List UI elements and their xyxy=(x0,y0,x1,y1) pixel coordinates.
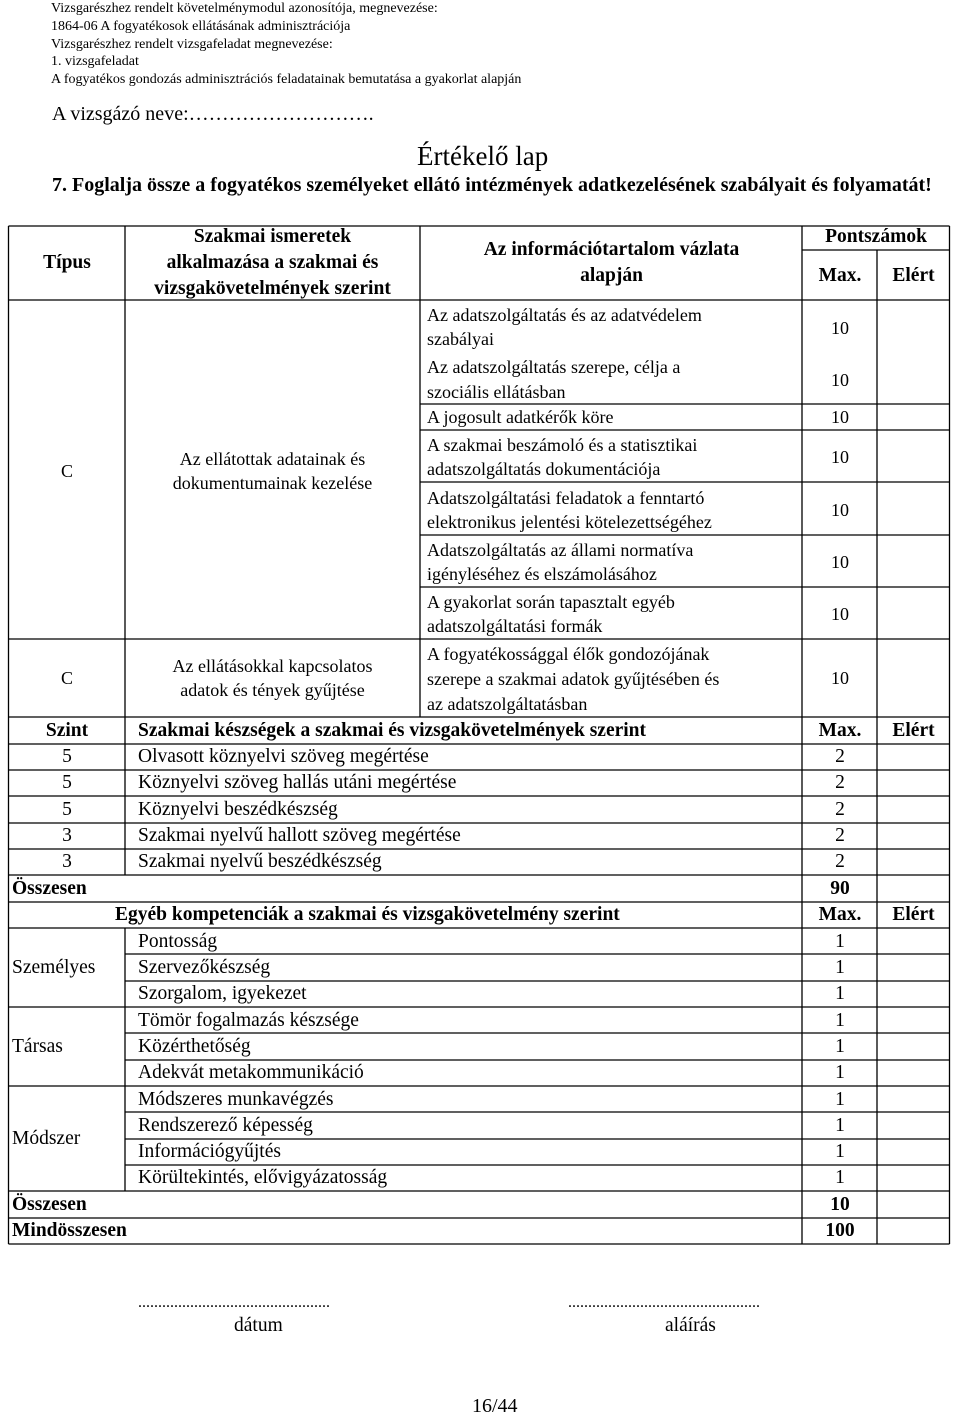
outline-item-line: az adatszolgáltatásban xyxy=(427,694,588,714)
skill-name: Köznyelvi beszédkészség xyxy=(138,799,338,820)
type-column-header: Típus xyxy=(43,252,91,273)
competence-item: Közérthetőség xyxy=(138,1036,251,1057)
max-points: 10 xyxy=(831,370,849,390)
header-line: 1864-06 A fogyatékosok ellátásának adminisztrációja xyxy=(51,18,351,34)
outline-item-line: A jogosult adatkérők köre xyxy=(427,407,614,427)
max-points: 10 xyxy=(831,318,849,338)
date-label: dátum xyxy=(234,1315,283,1336)
grand-total-label: Mindösszesen xyxy=(12,1220,127,1241)
max-points: 10 xyxy=(831,552,849,572)
competence-item: Rendszerező képesség xyxy=(138,1115,313,1136)
skill-level: 5 xyxy=(62,746,72,767)
max-points: 2 xyxy=(835,851,845,872)
achieved-column-header: Elért xyxy=(892,720,935,741)
skill-name: Olvasott köznyelvi szöveg megértése xyxy=(138,746,429,767)
max-points: 1 xyxy=(835,1167,845,1188)
max-points: 1 xyxy=(835,983,845,1004)
competence-item: Tömör fogalmazás készsége xyxy=(138,1010,359,1031)
competence-header-line: Szakmai ismeretek xyxy=(193,226,352,247)
max-points: 1 xyxy=(835,1141,845,1162)
skills-total-value: 90 xyxy=(830,878,850,899)
group-competence-line: dokumentumainak kezelése xyxy=(172,473,373,493)
outline-item-line: Adatszolgáltatás az állami normatíva xyxy=(427,540,694,560)
max-points: 1 xyxy=(835,1115,845,1136)
outline-header-line: alapján xyxy=(580,265,643,286)
max-points: 1 xyxy=(835,957,845,978)
signature-label: aláírás xyxy=(665,1315,716,1336)
outline-item-line: A szakmai beszámoló és a statisztikai xyxy=(427,435,698,455)
outline-item-line: szociális ellátásban xyxy=(427,382,566,402)
max-points: 2 xyxy=(835,825,845,846)
header-line: 1. vizsgafeladat xyxy=(51,54,139,70)
outline-item-line: adatszolgáltatás dokumentációja xyxy=(427,459,661,479)
max-points: 1 xyxy=(835,1036,845,1057)
outline-item-line: Az adatszolgáltatás és az adatvédelem xyxy=(427,305,702,325)
group-type: C xyxy=(60,668,73,688)
achieved-column-header: Elért xyxy=(892,265,935,286)
max-column-header: Max. xyxy=(818,720,862,741)
max-points: 2 xyxy=(835,746,845,767)
outline-item-line: A fogyatékossággal élők gondozójának xyxy=(427,644,710,664)
signature-line: ................................................ xyxy=(568,1294,760,1311)
header-line: Vizsgarészhez rendelt követelménymodul azonosítója, megnevezése: xyxy=(51,1,438,16)
achieved-column-header: Elért xyxy=(892,904,935,925)
max-points: 2 xyxy=(835,772,845,793)
grand-total-value: 100 xyxy=(825,1220,855,1241)
max-points: 2 xyxy=(835,799,845,820)
points-header: Pontszámok xyxy=(825,226,927,247)
competence-header-line: alkalmazása a szakmai és xyxy=(166,252,379,273)
competence-item: Információgyűjtés xyxy=(138,1141,281,1162)
outline-item-line: szerepe a szakmai adatok gyűjtésében és xyxy=(427,669,720,689)
skill-name: Szakmai nyelvű beszédkészség xyxy=(138,851,382,872)
group-competence-line: Az ellátottak adatainak és xyxy=(179,449,366,469)
outline-header-line: Az információtartalom vázlata xyxy=(483,239,740,260)
skills-section-title: Szakmai készségek a szakmai és vizsgakövetelmények szerint xyxy=(138,720,647,741)
page-title: Értékelő lap xyxy=(417,141,549,171)
page-number: 16/44 xyxy=(472,1395,518,1417)
other-total-value: 10 xyxy=(830,1194,850,1215)
skill-name: Szakmai nyelvű hallott szöveg megértése xyxy=(138,825,461,846)
competence-item: Körültekintés, elővigyázatosság xyxy=(138,1167,388,1188)
max-points: 10 xyxy=(831,447,849,467)
group-competence-line: Az ellátásokkal kapcsolatos xyxy=(172,656,373,676)
outline-item-line: Adatszolgáltatási feladatok a fenntartó xyxy=(427,488,705,508)
competence-item: Pontosság xyxy=(138,931,218,952)
outline-item-line: Az adatszolgáltatás szerepe, célja a xyxy=(427,357,681,377)
other-section-title: Egyéb kompetenciák a szakmai és vizsgakövetelmény szerint xyxy=(115,904,620,925)
max-points: 1 xyxy=(835,1062,845,1083)
competence-group-label: Személyes xyxy=(12,957,96,978)
competence-group-label: Társas xyxy=(12,1036,63,1057)
skill-level: 3 xyxy=(62,825,72,846)
skill-level: 3 xyxy=(62,851,72,872)
competence-item: Szorgalom, igyekezet xyxy=(138,983,307,1004)
max-points: 1 xyxy=(835,1010,845,1031)
max-points: 10 xyxy=(831,668,849,688)
task-statement: 7. Foglalja össze a fogyatékos személyeket ellátó intézmények adatkezelésének szabályait és folyamatát! xyxy=(52,174,932,196)
competence-item: Szervezőkészség xyxy=(138,957,271,978)
skills-total-label: Összesen xyxy=(12,878,87,899)
level-column-header: Szint xyxy=(45,720,89,741)
group-type: C xyxy=(60,461,73,481)
outline-item-line: adatszolgáltatási formák xyxy=(427,616,603,636)
max-column-header: Max. xyxy=(818,265,862,286)
examinee-name-field: A vizsgázó neve:………………………. xyxy=(52,103,374,125)
max-points: 10 xyxy=(831,604,849,624)
outline-item-line: igényléséhez és elszámolásához xyxy=(427,564,657,584)
max-column-header: Max. xyxy=(818,904,862,925)
skill-level: 5 xyxy=(62,772,72,793)
date-signature-line: ................................................ xyxy=(138,1294,330,1311)
max-points: 10 xyxy=(831,500,849,520)
competence-group-label: Módszer xyxy=(12,1128,81,1149)
competence-item: Módszeres munkavégzés xyxy=(138,1089,334,1110)
competence-item: Adekvát metakommunikáció xyxy=(138,1062,364,1083)
outline-item-line: szabályai xyxy=(427,329,494,349)
competence-header-line: vizsgakövetelmények szerint xyxy=(154,278,391,299)
max-points: 1 xyxy=(835,931,845,952)
max-points: 10 xyxy=(831,407,849,427)
skill-level: 5 xyxy=(62,799,72,820)
skill-name: Köznyelvi szöveg hallás utáni megértése xyxy=(138,772,457,793)
other-total-label: Összesen xyxy=(12,1194,87,1215)
outline-item-line: A gyakorlat során tapasztalt egyéb xyxy=(427,592,675,612)
group-competence-line: adatok és tények gyűjtése xyxy=(180,680,365,700)
max-points: 1 xyxy=(835,1089,845,1110)
header-line: A fogyatékos gondozás adminisztrációs feladatainak bemutatása a gyakorlat alapján xyxy=(51,72,522,88)
outline-item-line: elektronikus jelentési kötelezettségéhez xyxy=(427,512,712,532)
header-line: Vizsgarészhez rendelt vizsgafeladat megnevezése: xyxy=(51,36,333,52)
